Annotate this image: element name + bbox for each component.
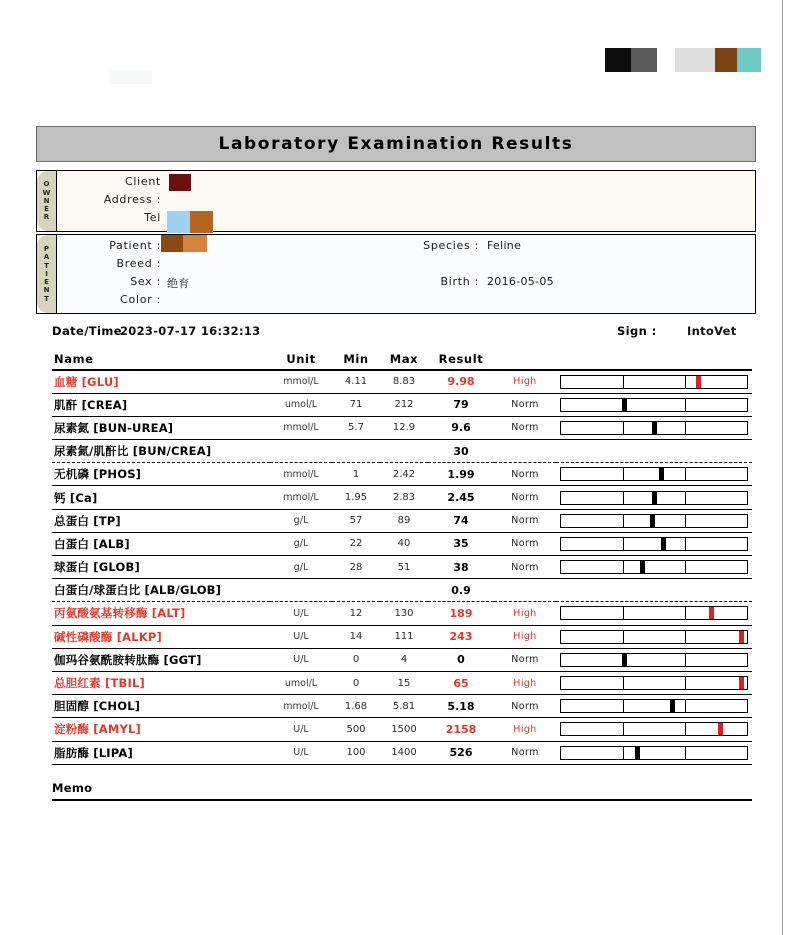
patient-field-value: 绝育	[167, 277, 190, 290]
header-redaction-block	[110, 70, 152, 84]
gauge-divider	[623, 376, 624, 388]
range-gauge	[560, 676, 748, 690]
memo-label: Memo	[52, 781, 93, 795]
gauge-divider	[685, 422, 686, 434]
cell-max: 5.81	[380, 695, 428, 718]
cell-max: 1400	[380, 741, 428, 764]
cell-range-bar	[556, 695, 752, 718]
owner-tab-letter: R	[43, 213, 50, 222]
patient-tab-letter: E	[44, 278, 49, 287]
report-title-bar	[36, 126, 756, 162]
range-gauge	[560, 746, 748, 760]
gauge-marker	[650, 515, 655, 527]
cell-unit: mmol/L	[270, 416, 332, 439]
cell-range-bar	[556, 625, 752, 648]
patient-fields	[57, 235, 755, 313]
cell-analyte-name: 丙氨酸氨基转移酶 [ALT]	[52, 602, 270, 625]
cell-status: Norm	[494, 556, 556, 579]
cell-result: 5.18	[428, 695, 494, 718]
tel-redaction-a	[167, 211, 190, 233]
patient-field-label: Color :	[120, 293, 161, 306]
cell-analyte-name: 球蛋白 [GLOB]	[52, 556, 270, 579]
gauge-divider	[623, 468, 624, 480]
cell-result: 35	[428, 532, 494, 555]
cell-range-bar	[556, 556, 752, 579]
gauge-marker	[709, 607, 714, 619]
cell-analyte-name: 肌酐 [CREA]	[52, 393, 270, 416]
patient-field-label: Species :	[423, 239, 479, 252]
cell-range-bar	[556, 671, 752, 694]
gauge-divider	[685, 607, 686, 619]
table-body	[52, 370, 752, 764]
patient-tab-letter: I	[45, 269, 48, 278]
cell-range-bar	[556, 486, 752, 509]
page-title: Laboratory Examination Results	[218, 134, 574, 154]
cell-range-bar	[556, 370, 752, 393]
patient-field-label: Sex :	[130, 275, 161, 288]
cell-result: 189	[428, 602, 494, 625]
cell-unit: g/L	[270, 556, 332, 579]
cell-range-bar	[556, 602, 752, 625]
cell-min	[332, 579, 380, 602]
table-row	[52, 648, 752, 671]
range-gauge	[560, 491, 748, 505]
gauge-divider	[623, 723, 624, 735]
cell-range-bar	[556, 648, 752, 671]
table-row	[52, 416, 752, 439]
gauge-divider	[623, 700, 624, 712]
cell-status: Norm	[494, 393, 556, 416]
color-swatch-row	[605, 48, 761, 72]
table-row	[52, 440, 752, 463]
cell-analyte-name: 血糖 [GLU]	[52, 370, 270, 393]
gauge-marker	[661, 538, 666, 550]
table-row	[52, 370, 752, 393]
gauge-divider	[623, 677, 624, 689]
cell-status: Norm	[494, 463, 556, 486]
cell-analyte-name: 总胆红素 [TBIL]	[52, 671, 270, 694]
cell-min: 14	[332, 625, 380, 648]
cell-status: High	[494, 671, 556, 694]
gauge-divider	[685, 399, 686, 411]
cell-max: 2.42	[380, 463, 428, 486]
table-row	[52, 486, 752, 509]
patient-field-value: 2016-05-05	[487, 275, 554, 288]
table-row	[52, 671, 752, 694]
cell-analyte-name: 尿素氮/肌酐比 [BUN/CREA]	[52, 440, 270, 463]
cell-status: Norm	[494, 486, 556, 509]
gauge-divider	[685, 561, 686, 573]
patient-tab-letter: T	[44, 261, 49, 270]
range-gauge	[560, 722, 748, 736]
cell-unit: U/L	[270, 602, 332, 625]
table-row	[52, 556, 752, 579]
cell-analyte-name: 淀粉酶 [AMYL]	[52, 718, 270, 741]
cell-result: 0.9	[428, 579, 494, 602]
table-row	[52, 393, 752, 416]
patient-tab-letter: P	[43, 245, 50, 254]
cell-max: 4	[380, 648, 428, 671]
cell-max: 51	[380, 556, 428, 579]
owner-fields	[57, 171, 755, 231]
cell-unit: mmol/L	[270, 463, 332, 486]
client-name-redaction	[169, 174, 191, 191]
cell-result: 9.6	[428, 416, 494, 439]
owner-tab-letter: N	[43, 196, 50, 205]
cell-min: 1.68	[332, 695, 380, 718]
cell-result: 65	[428, 671, 494, 694]
cell-unit: g/L	[270, 532, 332, 555]
cell-status: Norm	[494, 532, 556, 555]
gauge-divider	[685, 515, 686, 527]
datetime-label: Date/Time	[52, 324, 122, 338]
cell-status	[494, 440, 556, 463]
cell-status	[494, 579, 556, 602]
cell-min: 100	[332, 741, 380, 764]
cell-analyte-name: 尿素氮 [BUN-UREA]	[52, 416, 270, 439]
gauge-divider	[685, 492, 686, 504]
cell-max	[380, 440, 428, 463]
cell-min: 12	[332, 602, 380, 625]
table-row	[52, 509, 752, 532]
cell-unit: U/L	[270, 648, 332, 671]
cell-status: Norm	[494, 741, 556, 764]
gauge-divider	[623, 422, 624, 434]
cell-max: 15	[380, 671, 428, 694]
cell-range-bar	[556, 532, 752, 555]
cell-min: 500	[332, 718, 380, 741]
cell-min: 1	[332, 463, 380, 486]
cell-range-bar	[556, 509, 752, 532]
cell-min: 57	[332, 509, 380, 532]
cell-status: Norm	[494, 648, 556, 671]
cell-unit: U/L	[270, 741, 332, 764]
gauge-divider	[685, 747, 686, 759]
gauge-divider	[623, 515, 624, 527]
cell-range-bar	[556, 416, 752, 439]
cell-unit: mmol/L	[270, 370, 332, 393]
cell-unit: umol/L	[270, 393, 332, 416]
cell-range-bar	[556, 393, 752, 416]
cell-result: 2158	[428, 718, 494, 741]
cell-range-bar	[556, 440, 752, 463]
datetime-value: 2023-07-17 16:32:13	[120, 324, 261, 338]
table-header	[52, 348, 752, 370]
gauge-divider	[623, 561, 624, 573]
table-header-row	[52, 348, 752, 370]
patient-section-tab	[37, 235, 57, 313]
col-header-status	[494, 348, 556, 370]
owner-field-label: Tel	[144, 211, 161, 224]
range-gauge	[560, 537, 748, 551]
cell-result: 526	[428, 741, 494, 764]
cell-min: 0	[332, 671, 380, 694]
table-row	[52, 532, 752, 555]
cell-max: 1500	[380, 718, 428, 741]
gauge-divider	[685, 538, 686, 550]
cell-analyte-name: 碱性磷酸酶 [ALKP]	[52, 625, 270, 648]
cell-analyte-name: 钙 [Ca]	[52, 486, 270, 509]
cell-status: Norm	[494, 695, 556, 718]
owner-tab-letter: O	[43, 180, 50, 189]
gauge-marker	[652, 492, 657, 504]
table-row	[52, 579, 752, 602]
cell-max: 130	[380, 602, 428, 625]
cell-status: Norm	[494, 509, 556, 532]
sign-label: Sign :	[617, 324, 657, 338]
range-gauge	[560, 467, 748, 481]
gauge-marker	[640, 561, 645, 573]
cell-range-bar	[556, 579, 752, 602]
gauge-marker	[670, 700, 675, 712]
cell-max: 12.9	[380, 416, 428, 439]
cell-min	[332, 440, 380, 463]
cell-unit: g/L	[270, 509, 332, 532]
cell-unit: U/L	[270, 625, 332, 648]
cell-result: 1.99	[428, 463, 494, 486]
cell-unit: umol/L	[270, 671, 332, 694]
gauge-divider	[685, 677, 686, 689]
patient-field-label: Breed :	[116, 257, 161, 270]
cell-min: 5.7	[332, 416, 380, 439]
patient-field-label: Birth :	[440, 275, 479, 288]
cell-analyte-name: 无机磷 [PHOS]	[52, 463, 270, 486]
cell-min: 28	[332, 556, 380, 579]
gauge-divider	[623, 538, 624, 550]
patient-panel	[36, 234, 756, 314]
table-row	[52, 741, 752, 764]
owner-panel	[36, 170, 756, 232]
range-gauge	[560, 375, 748, 389]
patient-tab-letter: T	[44, 294, 49, 303]
cell-result: 0	[428, 648, 494, 671]
cell-range-bar	[556, 463, 752, 486]
cell-min: 1.95	[332, 486, 380, 509]
cell-result: 9.98	[428, 370, 494, 393]
cell-max	[380, 579, 428, 602]
patient-tab-letter: N	[43, 286, 50, 295]
cell-min: 22	[332, 532, 380, 555]
cell-max: 40	[380, 532, 428, 555]
gauge-divider	[623, 492, 624, 504]
gauge-marker	[739, 631, 744, 643]
owner-section-tab	[37, 171, 57, 231]
cell-status: High	[494, 625, 556, 648]
memo-section	[52, 777, 752, 801]
cell-max: 8.83	[380, 370, 428, 393]
cell-unit: U/L	[270, 718, 332, 741]
range-gauge	[560, 398, 748, 412]
cell-status: High	[494, 602, 556, 625]
cell-status: High	[494, 370, 556, 393]
col-header-max: Max	[380, 348, 428, 370]
gauge-divider	[685, 723, 686, 735]
gauge-divider	[685, 468, 686, 480]
gauge-marker	[622, 399, 627, 411]
col-header-min: Min	[332, 348, 380, 370]
range-gauge	[560, 606, 748, 620]
cell-min: 4.11	[332, 370, 380, 393]
cell-analyte-name: 白蛋白/球蛋白比 [ALB/GLOB]	[52, 579, 270, 602]
patient-field-label: Patient :	[109, 239, 161, 252]
page-right-rule	[782, 0, 783, 935]
range-gauge	[560, 421, 748, 435]
cell-range-bar	[556, 741, 752, 764]
table-row	[52, 602, 752, 625]
cell-result: 38	[428, 556, 494, 579]
gauge-divider	[623, 607, 624, 619]
col-header-result: Result	[428, 348, 494, 370]
table-row	[52, 463, 752, 486]
cell-result: 74	[428, 509, 494, 532]
swatch-gap	[657, 48, 675, 72]
cell-min: 0	[332, 648, 380, 671]
cell-analyte-name: 胆固醇 [CHOL]	[52, 695, 270, 718]
col-header-name: Name	[52, 348, 270, 370]
table-row	[52, 718, 752, 741]
tel-redaction-b	[190, 211, 213, 233]
sign-value: IntoVet	[687, 324, 737, 338]
cell-analyte-name: 白蛋白 [ALB]	[52, 532, 270, 555]
gauge-marker	[635, 747, 640, 759]
lab-results-table	[52, 348, 752, 765]
patient-name-redaction-b	[183, 235, 207, 252]
cell-max: 89	[380, 509, 428, 532]
patient-name-redaction-a	[161, 235, 183, 252]
swatch-brown	[715, 48, 737, 72]
cell-result: 30	[428, 440, 494, 463]
col-header-range-bar	[556, 348, 752, 370]
datetime-sign-row	[52, 324, 752, 344]
range-gauge	[560, 560, 748, 574]
cell-result: 79	[428, 393, 494, 416]
owner-field-label: Client	[124, 175, 161, 188]
swatch-lightgray	[675, 48, 715, 72]
cell-analyte-name: 伽玛谷氨酰胺转肽酶 [GGT]	[52, 648, 270, 671]
cell-analyte-name: 总蛋白 [TP]	[52, 509, 270, 532]
cell-unit: mmol/L	[270, 695, 332, 718]
cell-analyte-name: 脂肪酶 [LIPA]	[52, 741, 270, 764]
owner-tab-letter: W	[42, 188, 51, 197]
swatch-teal	[737, 48, 761, 72]
gauge-marker	[696, 376, 701, 388]
range-gauge	[560, 653, 748, 667]
gauge-divider	[623, 631, 624, 643]
gauge-marker	[718, 723, 723, 735]
cell-min: 71	[332, 393, 380, 416]
cell-range-bar	[556, 718, 752, 741]
cell-status: Norm	[494, 416, 556, 439]
cell-max: 2.83	[380, 486, 428, 509]
swatch-black	[605, 48, 631, 72]
table-row	[52, 625, 752, 648]
owner-tab-letter: E	[44, 205, 49, 214]
patient-tab-letter: A	[43, 253, 50, 262]
range-gauge	[560, 514, 748, 528]
owner-field-label: Address :	[103, 193, 161, 206]
cell-status: High	[494, 718, 556, 741]
range-gauge	[560, 630, 748, 644]
patient-field-value: Feline	[487, 239, 522, 252]
cell-max: 111	[380, 625, 428, 648]
gauge-marker	[622, 654, 627, 666]
cell-unit	[270, 579, 332, 602]
gauge-divider	[685, 376, 686, 388]
cell-result: 2.45	[428, 486, 494, 509]
gauge-divider	[685, 700, 686, 712]
cell-unit: mmol/L	[270, 486, 332, 509]
cell-unit	[270, 440, 332, 463]
cell-result: 243	[428, 625, 494, 648]
table-row	[52, 695, 752, 718]
range-gauge	[560, 699, 748, 713]
gauge-marker	[739, 677, 744, 689]
col-header-unit: Unit	[270, 348, 332, 370]
cell-max: 212	[380, 393, 428, 416]
swatch-gray	[631, 48, 657, 72]
gauge-divider	[623, 747, 624, 759]
gauge-marker	[652, 422, 657, 434]
gauge-marker	[659, 468, 664, 480]
gauge-divider	[685, 654, 686, 666]
gauge-divider	[685, 631, 686, 643]
